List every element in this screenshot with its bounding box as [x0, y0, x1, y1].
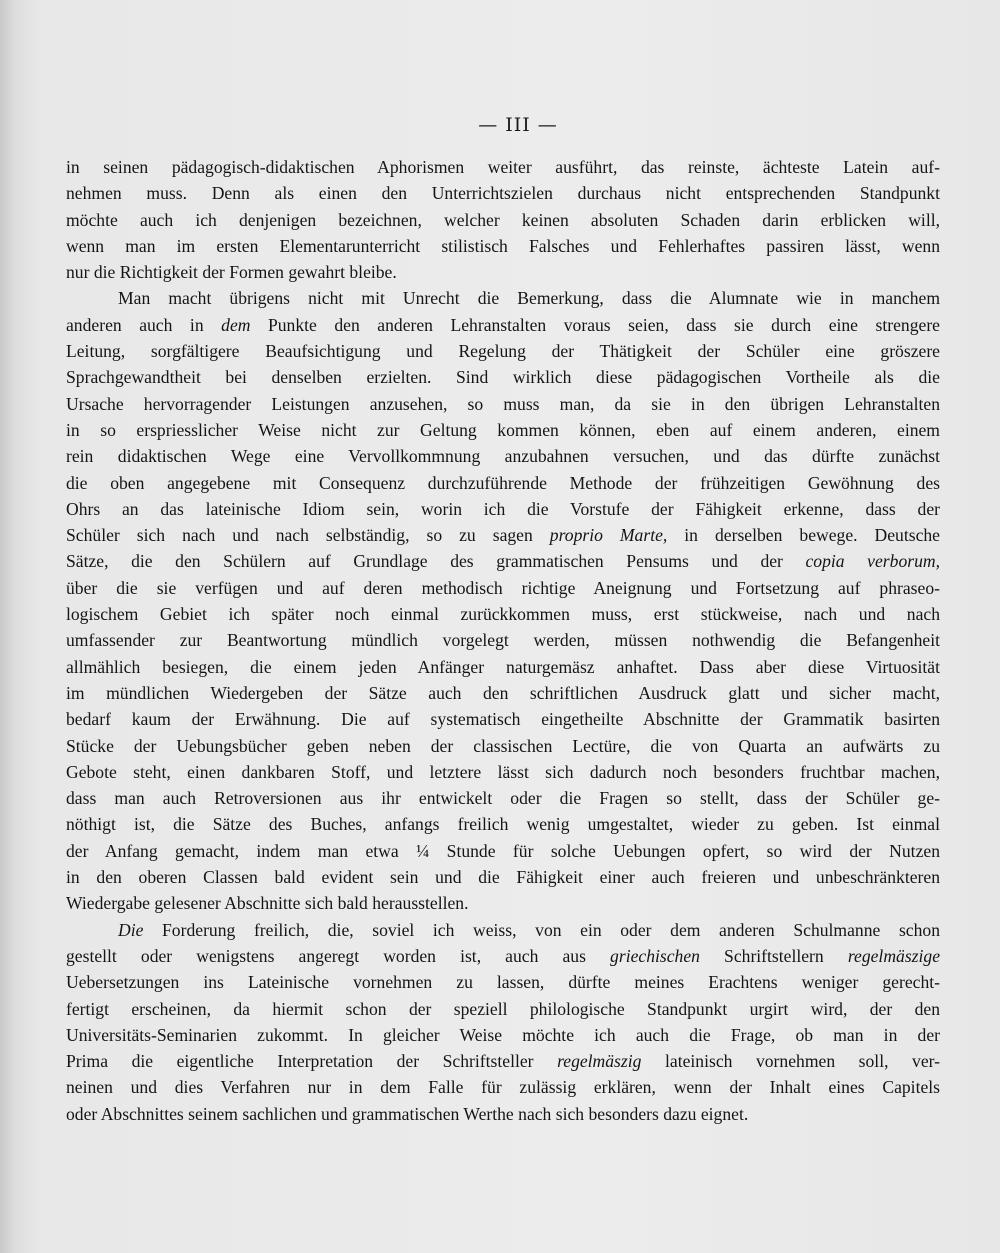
text-line: umfassender zur Beantwortung mündlich vorgelegt werden, müssen nothwendig die Befangenheit — [66, 630, 940, 651]
text-line: gestellt oder wenigstens angeregt worden ist, auch aus griechischen Schriftstellern regelmäszige — [66, 945, 940, 966]
text-line: in den oberen Classen bald evident sein und die Fähigkeit einer auch freieren und unbeschränkteren — [66, 867, 940, 888]
text-line: anderen auch in dem Punkte den anderen Lehranstalten voraus seien, dass sie durch eine strengere — [66, 314, 940, 335]
text-line: Man macht übrigens nicht mit Unrecht die Bemerkung, dass die Alumnate wie in manchem — [118, 288, 940, 309]
body-text — [66, 154, 940, 1127]
text-line: im mündlichen Wiedergeben der Sätze auch den schriftlichen Ausdruck glatt und sicher macht, — [66, 682, 940, 703]
text-line: allmählich besiegen, die einem jeden Anfänger naturgemäsz anhaftet. Dass aber diese Virtuosität — [66, 656, 940, 677]
text-line: Prima die eigentliche Interpretation der Schriftsteller regelmäszig lateinisch vornehmen soll, ver- — [66, 1051, 940, 1072]
text-line: Gebote steht, einen dankbaren Stoff, und letztere lässt sich dadurch noch besonders fruchtbar machen, — [66, 761, 940, 782]
text-line: wenn man im ersten Elementarunterricht stilistisch Falsches und Fehlerhaftes passiren lässt, wenn — [66, 235, 940, 256]
text-line: Ursache hervorragender Leistungen anzusehen, so muss man, da sie in den übrigen Lehranstalten — [66, 393, 940, 414]
text-line: nur die Richtigkeit der Formen gewahrt bleibe. — [66, 262, 397, 283]
paragraph — [66, 917, 940, 1127]
text-line: neinen und dies Verfahren nur in dem Falle für zulässig erklären, wenn der Inhalt eines Capitels — [66, 1077, 940, 1098]
text-line: die oben angegebene mit Consequenz durchzuführende Methode der frühzeitigen Gewöhnung des — [66, 472, 940, 493]
text-line: bedarf kaum der Erwähnung. Die auf systematisch eingetheilte Abschnitte der Grammatik basirten — [66, 709, 940, 730]
text-line: rein didaktischen Wege eine Vervollkommnung anzubahnen versuchen, und das dürfte zunächst — [66, 446, 940, 467]
text-line: Universitäts-Seminarien zukommt. In gleicher Weise möchte ich auch die Frage, ob man in der — [66, 1024, 940, 1045]
text-line: Wiedergabe gelesener Abschnitte sich bald herausstellen. — [66, 893, 469, 914]
text-line: oder Abschnittes seinem sachlichen und grammatischen Werthe nach sich besonders dazu eignet. — [66, 1103, 749, 1124]
text-line: Die Forderung freilich, die, soviel ich weiss, von ein oder dem anderen Schulmanne schon — [118, 919, 940, 940]
text-line: Schüler sich nach und nach selbständig, so zu sagen proprio Marte, in derselben bewege. Deutsche — [66, 525, 940, 546]
text-line: Sätze, die den Schülern auf Grundlage des grammatischen Pensums und der copia verborum, — [66, 551, 940, 572]
text-line: der Anfang gemacht, indem man etwa ¼ Stunde für solche Uebungen opfert, so wird der Nutzen — [66, 840, 940, 861]
text-line: fertigt erscheinen, da hiermit schon der speziell philologische Standpunkt urgirt wird, der den — [66, 998, 940, 1019]
text-line: in seinen pädagogisch-didaktischen Aphorismen weiter ausführt, das reinste, ächteste Latein auf- — [66, 157, 940, 177]
text-line: logischem Gebiet ich später noch einmal zurückkommen muss, erst stückweise, nach und nach — [66, 604, 940, 625]
paragraph — [66, 154, 940, 285]
text-line: Sprachgewandtheit bei denselben erzielten. Sind wirklich diese pädagogischen Vortheile als die — [66, 367, 940, 388]
text-line: über die sie verfügen und auf deren methodisch richtige Aneignung und Fortsetzung auf phraseo- — [66, 577, 940, 598]
text-line: möchte auch ich denjenigen bezeichnen, welcher keinen absoluten Schaden darin erblicken will, — [66, 209, 940, 230]
page-number: — III — — [478, 114, 558, 136]
paragraph — [66, 285, 940, 916]
text-line: nöthigt ist, die Sätze des Buches, anfangs freilich wenig umgestaltet, wieder zu geben. Ist einmal — [66, 814, 940, 835]
text-line: in so erspriesslicher Weise nicht zur Geltung kommen können, eben auf einem anderen, einem — [66, 419, 940, 440]
text-line: Ohrs an das lateinische Idiom sein, worin ich die Vorstufe der Fähigkeit erkenne, dass der — [66, 498, 940, 519]
text-line: nehmen muss. Denn als einen den Unterrichtszielen durchaus nicht entsprechenden Standpunkt — [66, 183, 940, 204]
text-line: dass man auch Retroversionen aus ihr entwickelt oder die Fragen so stellt, dass der Schüler ge- — [66, 788, 940, 809]
text-line: Uebersetzungen ins Lateinische vornehmen zu lassen, dürfte meines Erachtens weniger gerecht- — [66, 972, 940, 993]
text-line: Leitung, sorgfältigere Beaufsichtigung und Regelung der Thätigkeit der Schüler eine gröszere — [66, 341, 940, 362]
text-line: Stücke der Uebungsbücher geben neben der classischen Lectüre, die von Quarta an aufwärts zu — [66, 735, 940, 756]
